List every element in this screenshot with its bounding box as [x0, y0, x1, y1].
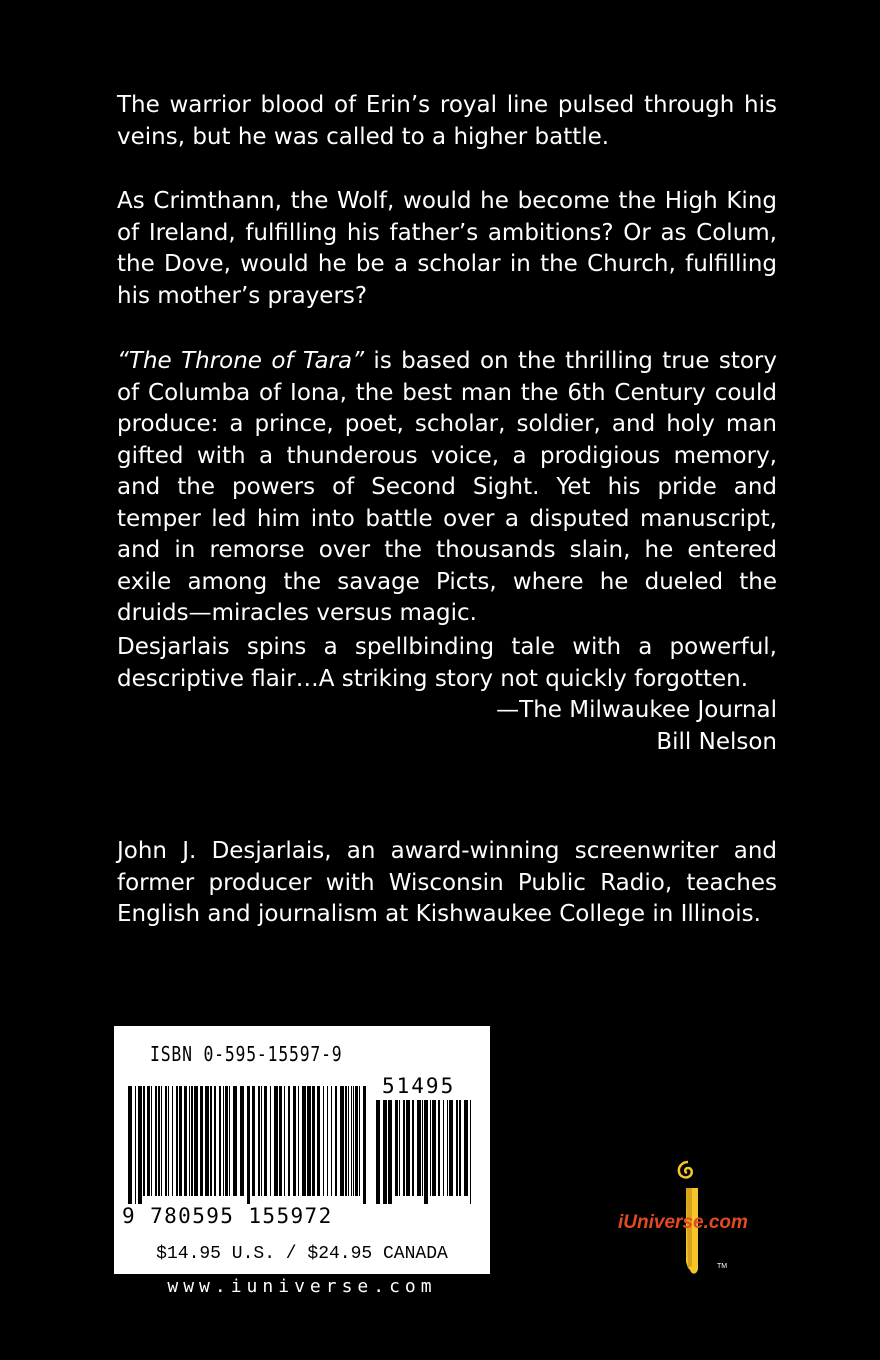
barcode-bar [288, 1086, 290, 1196]
barcode-bar [293, 1086, 296, 1196]
reviewer-name: Bill Nelson [656, 728, 777, 755]
barcode-bar [247, 1086, 250, 1204]
barcode-bar [284, 1086, 285, 1196]
barcode-bar [158, 1086, 160, 1196]
barcode-bar [176, 1086, 178, 1196]
barcode-bar [135, 1086, 136, 1204]
barcode-bar [184, 1086, 187, 1196]
barcode-bar [345, 1086, 347, 1196]
barcode-bar [430, 1100, 431, 1196]
barcode-bar [172, 1086, 173, 1196]
barcode-bar [355, 1086, 358, 1196]
barcode-bar [155, 1086, 157, 1196]
barcode-bar [351, 1086, 352, 1196]
author-bio: John J. Desjarlais, an award-winning screenwriter and former producer with Wisconsin Public Radio, teaches English and journalism at Kishwaukee College in Illinois. [117, 838, 777, 927]
barcode-bar [194, 1086, 198, 1196]
book-title: “The Throne of Tara” [117, 348, 365, 374]
barcode-bar [438, 1100, 440, 1196]
barcode-bar [205, 1086, 209, 1196]
barcode-bar [274, 1086, 278, 1196]
barcode-bar [456, 1100, 458, 1196]
barcode-bar [388, 1100, 392, 1204]
ean-digits: 9 780595 155972 [122, 1204, 333, 1228]
barcode-bar [363, 1086, 366, 1204]
barcode-bar [219, 1086, 221, 1196]
barcode-bar [432, 1100, 436, 1196]
barcode-bar [406, 1100, 410, 1196]
isbn-label: ISBN 0-595-15597-9 [150, 1042, 343, 1066]
barcode-bar [270, 1086, 271, 1196]
barcode-bar [128, 1086, 132, 1204]
barcode-bar [443, 1100, 444, 1196]
price-code: 51495 [382, 1074, 456, 1098]
barcode-bar [424, 1100, 428, 1204]
barcode-bar [312, 1086, 315, 1196]
ean-barcode [128, 1086, 368, 1204]
barcode-bar [323, 1086, 324, 1196]
barcode-bar [348, 1086, 349, 1196]
barcode-bar [464, 1100, 468, 1196]
website-url: www.iuniverse.com [167, 1276, 437, 1297]
barcode-bar [307, 1086, 311, 1196]
barcode-bar [459, 1100, 461, 1196]
barcode-bar [264, 1086, 267, 1196]
barcode-bar [223, 1086, 224, 1196]
barcode-bar [233, 1086, 237, 1196]
barcode-bar [403, 1100, 405, 1196]
blurb-paragraph-2: As Crimthann, the Wolf, would he become the High King of Ireland, fulfilling his father’s ambitions? Or as Colum, the Dove, would he be a scholar in the Church, fulfilling his mother’s prayers? [117, 188, 777, 309]
barcode-bar [422, 1100, 423, 1196]
barcode-bar [240, 1086, 244, 1196]
barcode-bar [279, 1086, 282, 1196]
barcode-bar [302, 1086, 306, 1196]
barcode-bar [417, 1100, 421, 1196]
barcode-bar [225, 1086, 228, 1196]
publisher-logo-text: iUniverse.com [618, 1212, 748, 1233]
barcode-bar [317, 1086, 320, 1196]
barcode-bar [399, 1100, 400, 1196]
barcode-bar [147, 1086, 150, 1196]
barcode-bar [395, 1100, 398, 1196]
trademark-mark: TM [717, 1263, 728, 1270]
barcode-bar [229, 1086, 230, 1196]
blurb-paragraph-3-text: is based on the thrilling true story of Columba of Iona, the best man the 6th Century could produce: a prince, poet, scholar, soldier, and holy man gifted with a thunderous voice, a prodigious memory, and the powers of Second Sight. Yet his pride and temper led him into battle over a disputed manuscript, and in remorse over the thousands slain, he entered exile among the savage Picts, where he dueled the druids—miracles versus magic. [117, 348, 777, 626]
barcode-bar [261, 1086, 262, 1196]
barcode-bar [179, 1086, 182, 1196]
barcode-bar [327, 1086, 328, 1196]
blurb-paragraph-3 [117, 346, 777, 630]
barcode-bar [412, 1100, 414, 1196]
barcode-bar [298, 1086, 299, 1196]
barcode-bar [252, 1086, 255, 1196]
barcode-bar [449, 1100, 453, 1196]
barcode-bar [191, 1086, 193, 1196]
price-line: $14.95 U.S. / $24.95 CANADA [156, 1244, 448, 1264]
review-block [117, 632, 777, 758]
barcode-bar [376, 1100, 380, 1204]
barcode-bar [340, 1086, 344, 1196]
barcode-bar [151, 1086, 152, 1196]
barcode-bar [447, 1100, 448, 1196]
addon-barcode [376, 1100, 476, 1204]
review-source: —The Milwaukee Journal [496, 697, 777, 723]
barcode-bar [168, 1086, 169, 1196]
barcode-bar [200, 1086, 203, 1196]
barcode-bar [138, 1086, 142, 1204]
barcode-bar [214, 1086, 216, 1196]
barcode-bar [383, 1100, 387, 1204]
barcode-box [114, 1026, 490, 1274]
barcode-bar [165, 1086, 167, 1196]
review-quote: Desjarlais spins a spellbinding tale with a powerful, descriptive flair…A striking story not quickly forgotten. [117, 634, 777, 692]
barcode-bar [210, 1086, 212, 1196]
barcode-bar [189, 1086, 190, 1196]
barcode-bar [335, 1086, 337, 1196]
blurb-paragraph-1: The warrior blood of Erin’s royal line pulsed through his veins, but he was called to a higher battle. [117, 92, 777, 150]
barcode-bar [359, 1086, 360, 1196]
barcode-bar [258, 1086, 260, 1196]
barcode-bar [143, 1086, 145, 1196]
barcode-bar [470, 1100, 471, 1204]
barcode-bar [331, 1086, 332, 1196]
barcode-bar [353, 1086, 354, 1196]
barcode-bar [161, 1086, 162, 1196]
